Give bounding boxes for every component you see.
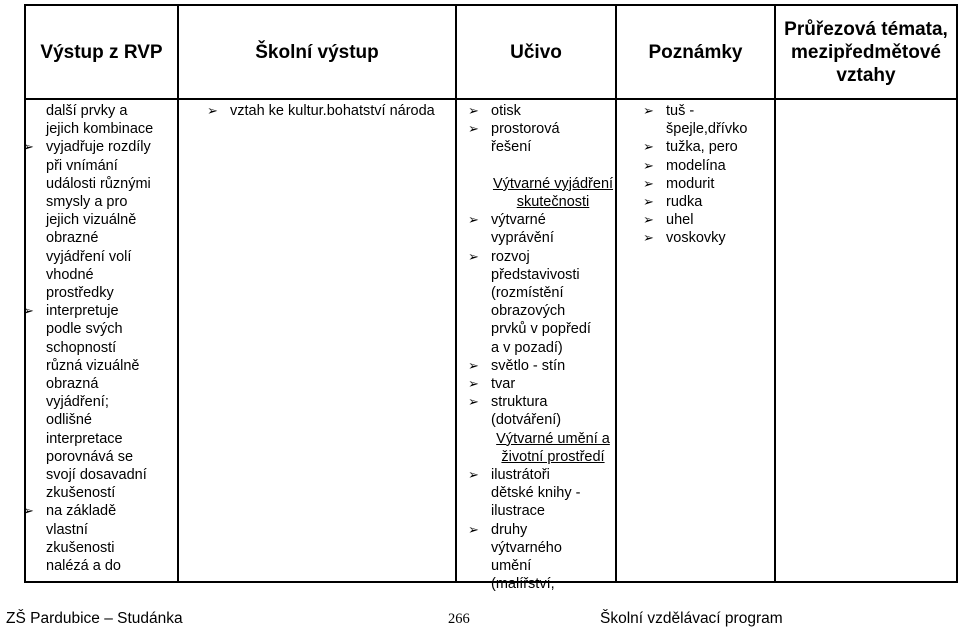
line-text: prostorová [491,121,560,138]
text-line [46,211,174,229]
line-text: Výtvarné vyjádření [492,175,614,192]
line-text: prvků v popředí [491,321,591,338]
line-text: tvar [491,376,516,393]
line-text: (dotváření) [491,412,562,429]
line-text: interpretace [46,430,123,447]
text-line [491,502,615,520]
bullet-arrow-icon: ➢ [468,103,479,118]
line-text: voskovky [666,230,726,247]
text-line [491,138,615,156]
bullet-arrow-icon: ➢ [468,212,479,228]
line-text: druhy [491,521,528,538]
line-text: špejle,dřívko [666,121,748,138]
line-text: řešení [491,139,532,156]
text-line [491,539,615,557]
line-text: vhodné [46,266,94,283]
footer-page-number: 266 [448,611,470,627]
text-line [46,284,174,302]
bullet-arrow-icon: ➢ [23,503,34,519]
line-text: smysly a pro [46,194,128,211]
header-skolni-vystup: Školní výstup [255,41,379,63]
bullet-arrow-icon: ➢ [23,303,34,319]
line-text: vyprávění [491,230,554,247]
line-text: jejich vizuálně [46,212,137,229]
text-line [46,120,174,138]
line-text: obrazových [491,303,566,320]
text-line [46,248,174,266]
line-text: modelína [666,157,726,174]
text-line [46,521,174,539]
text-line [491,339,615,357]
line-text: struktura [491,394,548,411]
text-line [491,484,615,502]
text-line [46,466,174,484]
line-text: výtvarné [491,212,546,229]
text-line [46,375,174,393]
line-text: vyjádření volí [46,248,132,265]
text-line [491,448,615,466]
line-text: zkušeností [46,485,116,502]
line-text: vyjádření; [46,394,109,411]
line-text: umění [491,558,532,575]
bullet-arrow-icon: ➢ [468,248,479,264]
text-line [46,539,174,557]
line-text: odlišné [46,412,92,429]
bullet-arrow-icon: ➢ [468,121,479,137]
bullet-arrow-icon: ➢ [468,357,479,373]
line-text: obrazná [46,376,99,393]
curriculum-table [23,4,958,593]
line-text: události různými [46,175,151,192]
header-ucivo: Učivo [510,41,562,63]
text-line [46,320,174,338]
line-text: zkušenosti [46,539,115,556]
text-line [468,248,615,266]
line-text: (rozmístění [491,285,564,302]
line-text: svojí dosavadní [46,467,147,484]
line-text: skutečnosti [516,194,590,211]
cell-ucivo [468,102,615,593]
line-text: prostředky [46,285,114,302]
bullet-arrow-icon: ➢ [643,103,654,118]
bullet-arrow-icon: ➢ [23,139,34,155]
text-line [666,120,772,138]
line-text: tužka, pero [666,139,738,156]
cell-skolni-vystup [207,102,452,120]
line-text: otisk [491,103,521,119]
bullet-arrow-icon: ➢ [643,157,654,173]
bullet-arrow-icon: ➢ [643,194,654,210]
text-line [491,157,615,175]
line-text: životní prostředí [501,448,605,465]
bullet-arrow-icon: ➢ [468,521,479,537]
line-text: světlo - stín [491,357,566,374]
text-line [643,138,772,156]
line-text: uhel [666,212,694,229]
text-line [491,302,615,320]
text-line [491,320,615,338]
line-text: vztah ke kultur.bohatství národa [230,103,435,119]
line-text: jejich kombinace [46,121,154,138]
line-text: Výtvarné umění a [496,430,610,447]
line-text: rozvoj [491,248,530,265]
bullet-arrow-icon: ➢ [207,103,218,118]
line-text: schopností [46,339,117,356]
cell-poznamky [643,102,772,248]
line-text: modurit [666,175,715,192]
text-line [468,357,615,375]
line-text: další prvky a [46,103,128,119]
text-line [643,193,772,211]
line-text: a v pozadí) [491,339,563,356]
line-text: při vnímání [46,157,118,174]
line-text: porovnává se [46,448,134,465]
text-line [491,266,615,284]
text-line [46,266,174,284]
text-line [46,484,174,502]
text-line [46,193,174,211]
line-text: rudka [666,194,703,211]
text-line [207,102,452,120]
line-text: představivosti [491,266,580,283]
line-text: na základě [46,503,117,520]
text-line [46,357,174,375]
text-line [46,339,174,357]
text-line [46,175,174,193]
text-line [643,157,772,175]
line-text: podle svých [46,321,123,338]
line-text: obrazné [46,230,99,247]
line-text: různá vizuálně [46,357,140,374]
line-text: interpretuje [46,303,119,320]
line-text: (malířství, [491,576,555,593]
text-line [491,193,615,211]
bullet-arrow-icon: ➢ [643,175,654,191]
text-line [46,102,174,120]
cell-vystup-rvp [23,102,174,575]
line-text: tuš - [666,103,695,119]
text-line [468,375,615,393]
text-line [23,302,174,320]
text-line [491,430,615,448]
text-line [643,229,772,247]
bullet-arrow-icon: ➢ [468,394,479,410]
text-line [46,229,174,247]
line-text: ilustrátoři [491,467,550,484]
line-text: výtvarného [491,539,562,556]
footer-school-name: ZŠ Pardubice – Studánka [6,610,183,627]
line-text: vlastní [46,521,88,538]
text-line [46,430,174,448]
bullet-arrow-icon: ➢ [468,467,479,483]
text-line [468,120,615,138]
line-text: nalézá a do [46,558,121,575]
text-line [468,393,615,411]
text-line [46,393,174,411]
header-divider [26,98,956,100]
text-line [46,557,174,575]
text-line [468,466,615,484]
text-line [46,157,174,175]
text-line [491,557,615,575]
bullet-arrow-icon: ➢ [643,230,654,246]
text-line [46,411,174,429]
text-line [491,411,615,429]
text-line [643,102,772,120]
bullet-arrow-icon: ➢ [468,376,479,392]
bullet-arrow-icon: ➢ [643,139,654,155]
line-text: vyjadřuje rozdíly [46,139,151,156]
header-vystup-rvp: Výstup z RVP [40,41,163,63]
header-poznamky: Poznámky [648,41,743,63]
footer-program-name: Školní vzdělávací program [600,610,783,627]
text-line [491,175,615,193]
text-line [468,211,615,229]
line-text: ilustrace [491,503,545,520]
bullet-arrow-icon: ➢ [643,212,654,228]
text-line [23,502,174,520]
text-line [491,284,615,302]
line-text: dětské knihy - [491,485,581,502]
text-line [491,229,615,247]
header-prurezova-temata: Průřezová témata, mezipředmětové vztahy [784,18,948,86]
text-line [643,211,772,229]
text-line [46,448,174,466]
text-line [643,175,772,193]
text-line [468,521,615,539]
text-line [23,138,174,156]
text-line [491,575,615,593]
text-line [468,102,615,120]
